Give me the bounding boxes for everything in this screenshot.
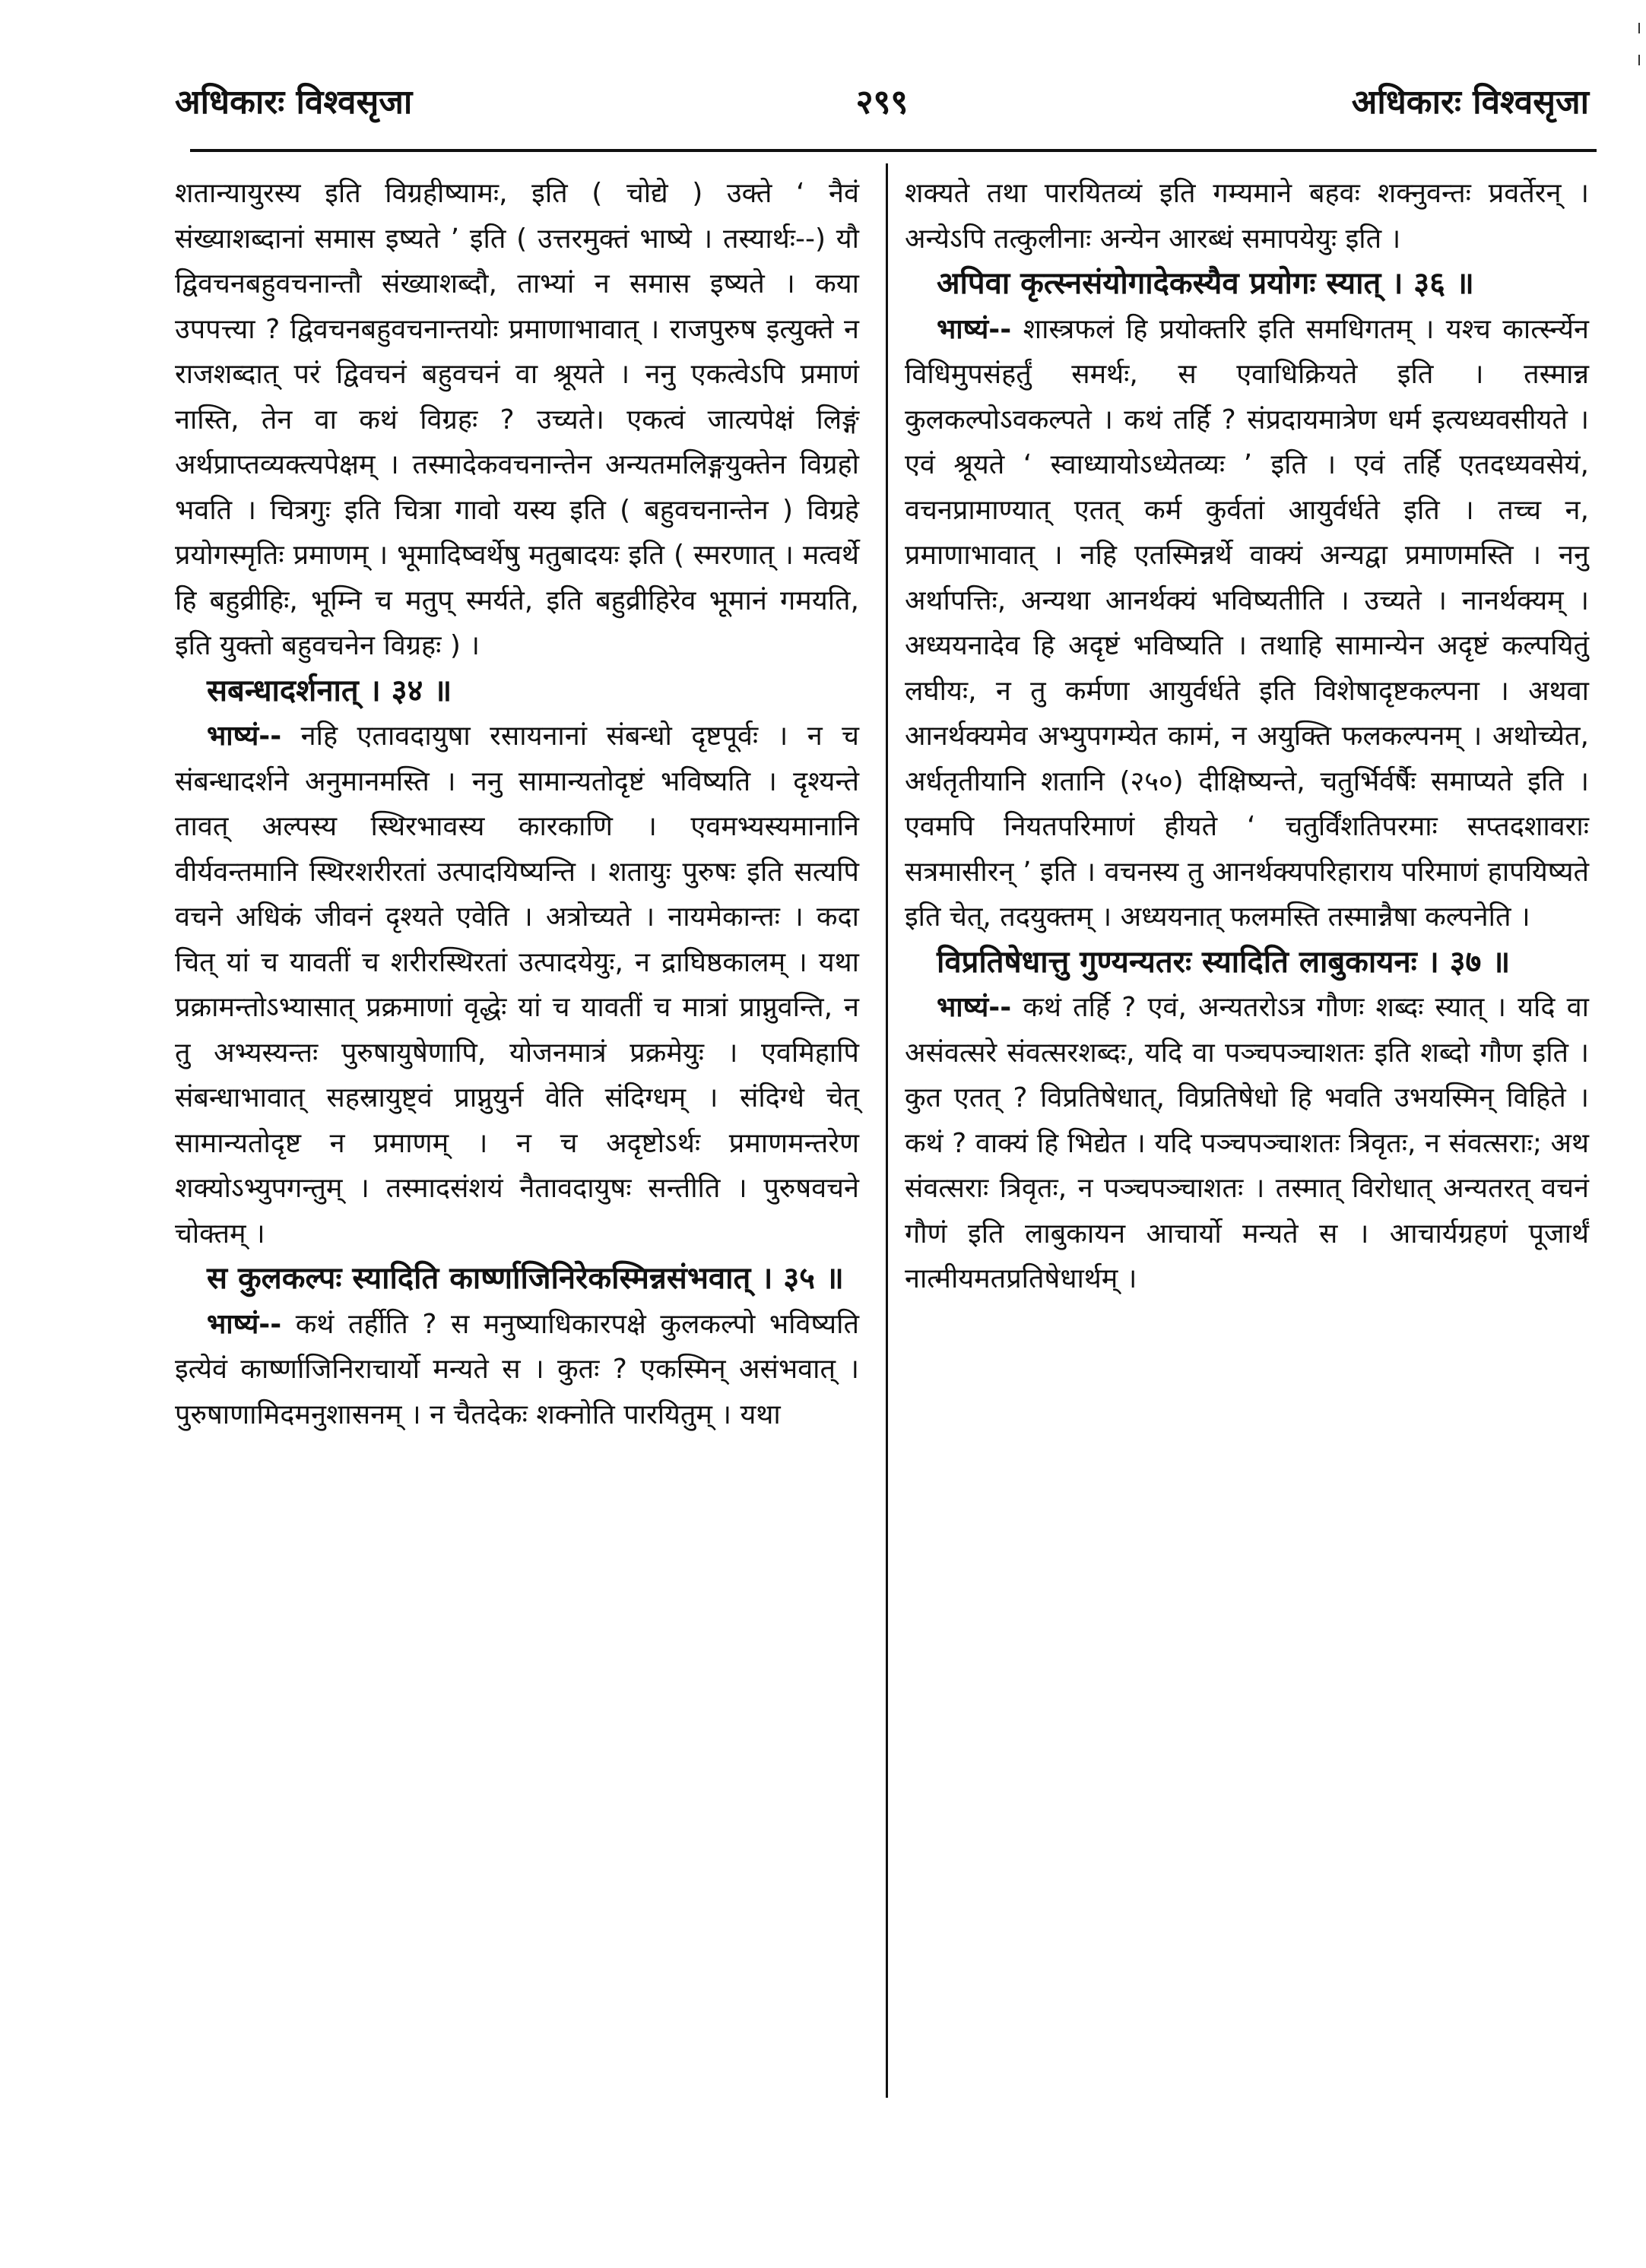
left-bhashya-34 — [175, 714, 859, 1256]
bhashya-label: भाष्यं-- — [937, 313, 1012, 345]
right-paragraph-2: शास्त्रफलं हि प्रयोक्तरि इति समधिगतम् । यश्च कार्त्स्न्येन विधिमुपसंहर्तुं समर्थः, स एवाधिक्रियते इति । तस्मान्न कुलकल्पोऽवकल्पते । कथं तर्हि ? संप्रदायमात्रेण धर्म इत्यध्यवसीयते । एवं श्रूयते ‘ स्वाध्यायोऽध्येतव्यः ’ इति । एवं तर्हि एतदध्यवसेयं, वचनप्रामाण्यात् एतत् कर्म कुर्वतां आयुर्वर्धते इति । तच्च न, प्रमाणाभावात् । नहि एतस्मिन्नर्थे वाक्यं अन्यद्वा प्रमाणमस्ति । ननु अर्थापत्तिः, अन्यथा आनर्थक्यं भविष्यतीति । उच्यते । नानर्थक्यम् । अध्ययनादेव हि अदृष्टं भविष्यति । तथाहि सामान्येन अदृष्टं कल्पयितुं लघीयः, न तु कर्मणा आयुर्वर्धते इति विशेषादृष्टकल्पना । अथवा आनर्थक्यमेव अभ्युपगम्येत कामं, न अयुक्ति फलकल्पनम् । अथोच्येत, अर्धतृतीयानि शतानि (२५०) दीक्षिष्यन्ते, चतुर्भिर्वर्षैः समाप्यते इति । एवमपि नियतपरिमाणं हीयते ‘ चतुर्विंशतिपरमाः सप्तदशावराः सत्रमासीरन् ’ इति । वचनस्य तु आनर्थक्यपरिहाराय परिमाणं हापयिष्यते इति चेत्, तदयुक्तम् । अध्ययनात् फलमस्ति तस्मान्नैषा कल्पनेति । — [905, 313, 1589, 933]
scan-edge-mark — [1638, 23, 1640, 33]
bhashya-label: भाष्यं-- — [937, 992, 1012, 1023]
running-header — [175, 76, 1589, 137]
running-title-left: अधिकारः विश्वसृजा — [175, 83, 413, 122]
scan-edge-mark — [1638, 55, 1640, 65]
right-paragraph-3: कथं तर्हि ? एवं, अन्यतरोऽत्र गौणः शब्दः स्यात् । यदि वा असंवत्सरे संवत्सरशब्दः, यदि वा पञ्चपञ्चाशतः इति शब्दो गौण इति । कुत एतत् ? विप्रतिषेधात्, विप्रतिषेधो हि भवति उभयस्मिन् विहिते । कथं ? वाक्यं हि भिद्येत । यदि पञ्चपञ्चाशतः त्रिवृतः, न संवत्सराः; अथ संवत्सराः त्रिवृतः, न पञ्चपञ्चाशतः । तस्मात् विरोधात् अन्यतरत् वचनं गौणं इति लाबुकायन आचार्यो मन्यते स । आचार्यग्रहणं पूजार्थं नात्मीयमतप्रतिषेधार्थम् । — [905, 992, 1589, 1294]
page-number: २९९ — [855, 83, 909, 122]
right-column — [905, 171, 1589, 1302]
right-paragraph-1: शक्यते तथा पारयितव्यं इति गम्यमाने बहवः शक्नुवन्तः प्रवर्तेरन् । अन्येऽपि तत्कुलीनाः अन्येन आरब्धं समापयेयुः इति । — [905, 178, 1589, 255]
bhashya-label: भाष्यं-- — [207, 721, 282, 752]
header-rule — [190, 149, 1597, 152]
left-bhashya-35 — [175, 1302, 859, 1438]
sutra-35: स कुलकल्पः स्यादिति कार्ष्णाजिनिरेकस्मिन्नसंभवात् । ३५ ॥ — [207, 1261, 844, 1296]
left-column — [175, 171, 859, 1437]
running-title-right: अधिकारः विश्वसृजा — [1351, 83, 1589, 122]
right-bhashya-36 — [905, 307, 1589, 940]
left-paragraph-3: कथं तर्हीति ? स मनुष्याधिकारपक्षे कुलकल्पो भविष्यति इत्येवं कार्ष्णाजिनिराचार्यो मन्यते स । कुतः ? एकस्मिन् असंभवात् । पुरुषाणामिदमनुशासनम् । न चैतदेकः शक्नोति पारयितुम् । यथा — [175, 1308, 859, 1430]
bhashya-label: भाष्यं-- — [207, 1308, 282, 1340]
left-paragraph-1: शतान्यायुरस्य इति विग्रहीष्यामः, इति ( चोद्ये ) उक्ते ‘ नैवं संख्याशब्दानां समास इष्यते ’ इति ( उत्तरमुक्तं भाष्ये । तस्यार्थः--) यौ द्विवचनबहुवचनान्तौ संख्याशब्दौ, ताभ्यां न समास इष्यते । कया उपपत्त्या ? द्विवचनबहुवचनान्तयोः प्रमाणाभावात् । राजपुरुष इत्युक्ते न राजशब्दात् परं द्विवचनं बहुवचनं वा श्रूयते । ननु एकत्वेऽपि प्रमाणं नास्ति, तेन वा कथं विग्रहः ? उच्यते। एकत्वं जात्यपेक्षं लिङ्गं अर्थप्राप्तव्यक्त्यपेक्षम् । तस्मादेकवचनान्तेन अन्यतमलिङ्गयुक्तेन विग्रहो भवति । चित्रगुः इति चित्रा गावो यस्य इति ( बहुवचनान्तेन ) विग्रहे प्रयोगस्मृतिः प्रमाणम् । भूमादिष्वर्थेषु मतुबादयः इति ( स्मरणात् । मत्वर्थे हि बहुव्रीहिः, भूम्नि च मतुप् स्मर्यते, इति बहुव्रीहिरेव भूमानं गमयति, इति युक्तो बहुवचनेन विग्रहः ) । — [175, 178, 859, 661]
sutra-37: विप्रतिषेधात्तु गुण्यन्यतरः स्यादिति लाबुकायनः । ३७ ॥ — [937, 944, 1511, 980]
sutra-34: सबन्धादर्शनात् । ३४ ॥ — [207, 673, 452, 708]
right-bhashya-37 — [905, 985, 1589, 1302]
column-divider — [886, 163, 888, 2098]
sutra-36: अपिवा कृत्स्नसंयोगादेकस्यैव प्रयोगः स्यात् । ३६ ॥ — [937, 266, 1474, 301]
left-paragraph-2: नहि एतावदायुषा रसायनानां संबन्धो दृष्टपूर्वः । न च संबन्धादर्शने अनुमानमस्ति । ननु सामान्यतोदृष्टं भविष्यति । दृश्यन्ते तावत् अल्पस्य स्थिरभावस्य कारकाणि । एवमभ्यस्यमानानि वीर्यवन्तमानि स्थिरशरीरतां उत्पादयिष्यन्ति । शतायुः पुरुषः इति सत्यपि वचने अधिकं जीवनं दृश्यते एवेति । अत्रोच्यते । नायमेकान्तः । कदा चित् यां च यावतीं च शरीरस्थिरतां उत्पादयेयुः, न द्राघिष्ठकालम् । यथा प्रक्रामन्तोऽभ्यासात् प्रक्रमाणां वृद्धेः यां च यावतीं च मात्रां प्राप्नुवन्ति, न तु अभ्यस्यन्तः पुरुषायुषेणापि, योजनमात्रं प्रक्रमेयुः । एवमिहापि संबन्धाभावात् सहस्रायुष्ट्वं प्राप्नुयुर्न वेति संदिग्धम् । संदिग्धे चेत् सामान्यतोदृष्ट न प्रमाणम् । न च अदृष्टोऽर्थः प्रमाणमन्तरेण शक्योऽभ्युपगन्तुम् । तस्मादसंशयं नैतावदायुषः सन्तीति । पुरुषवचने चोक्तम् । — [175, 721, 859, 1250]
